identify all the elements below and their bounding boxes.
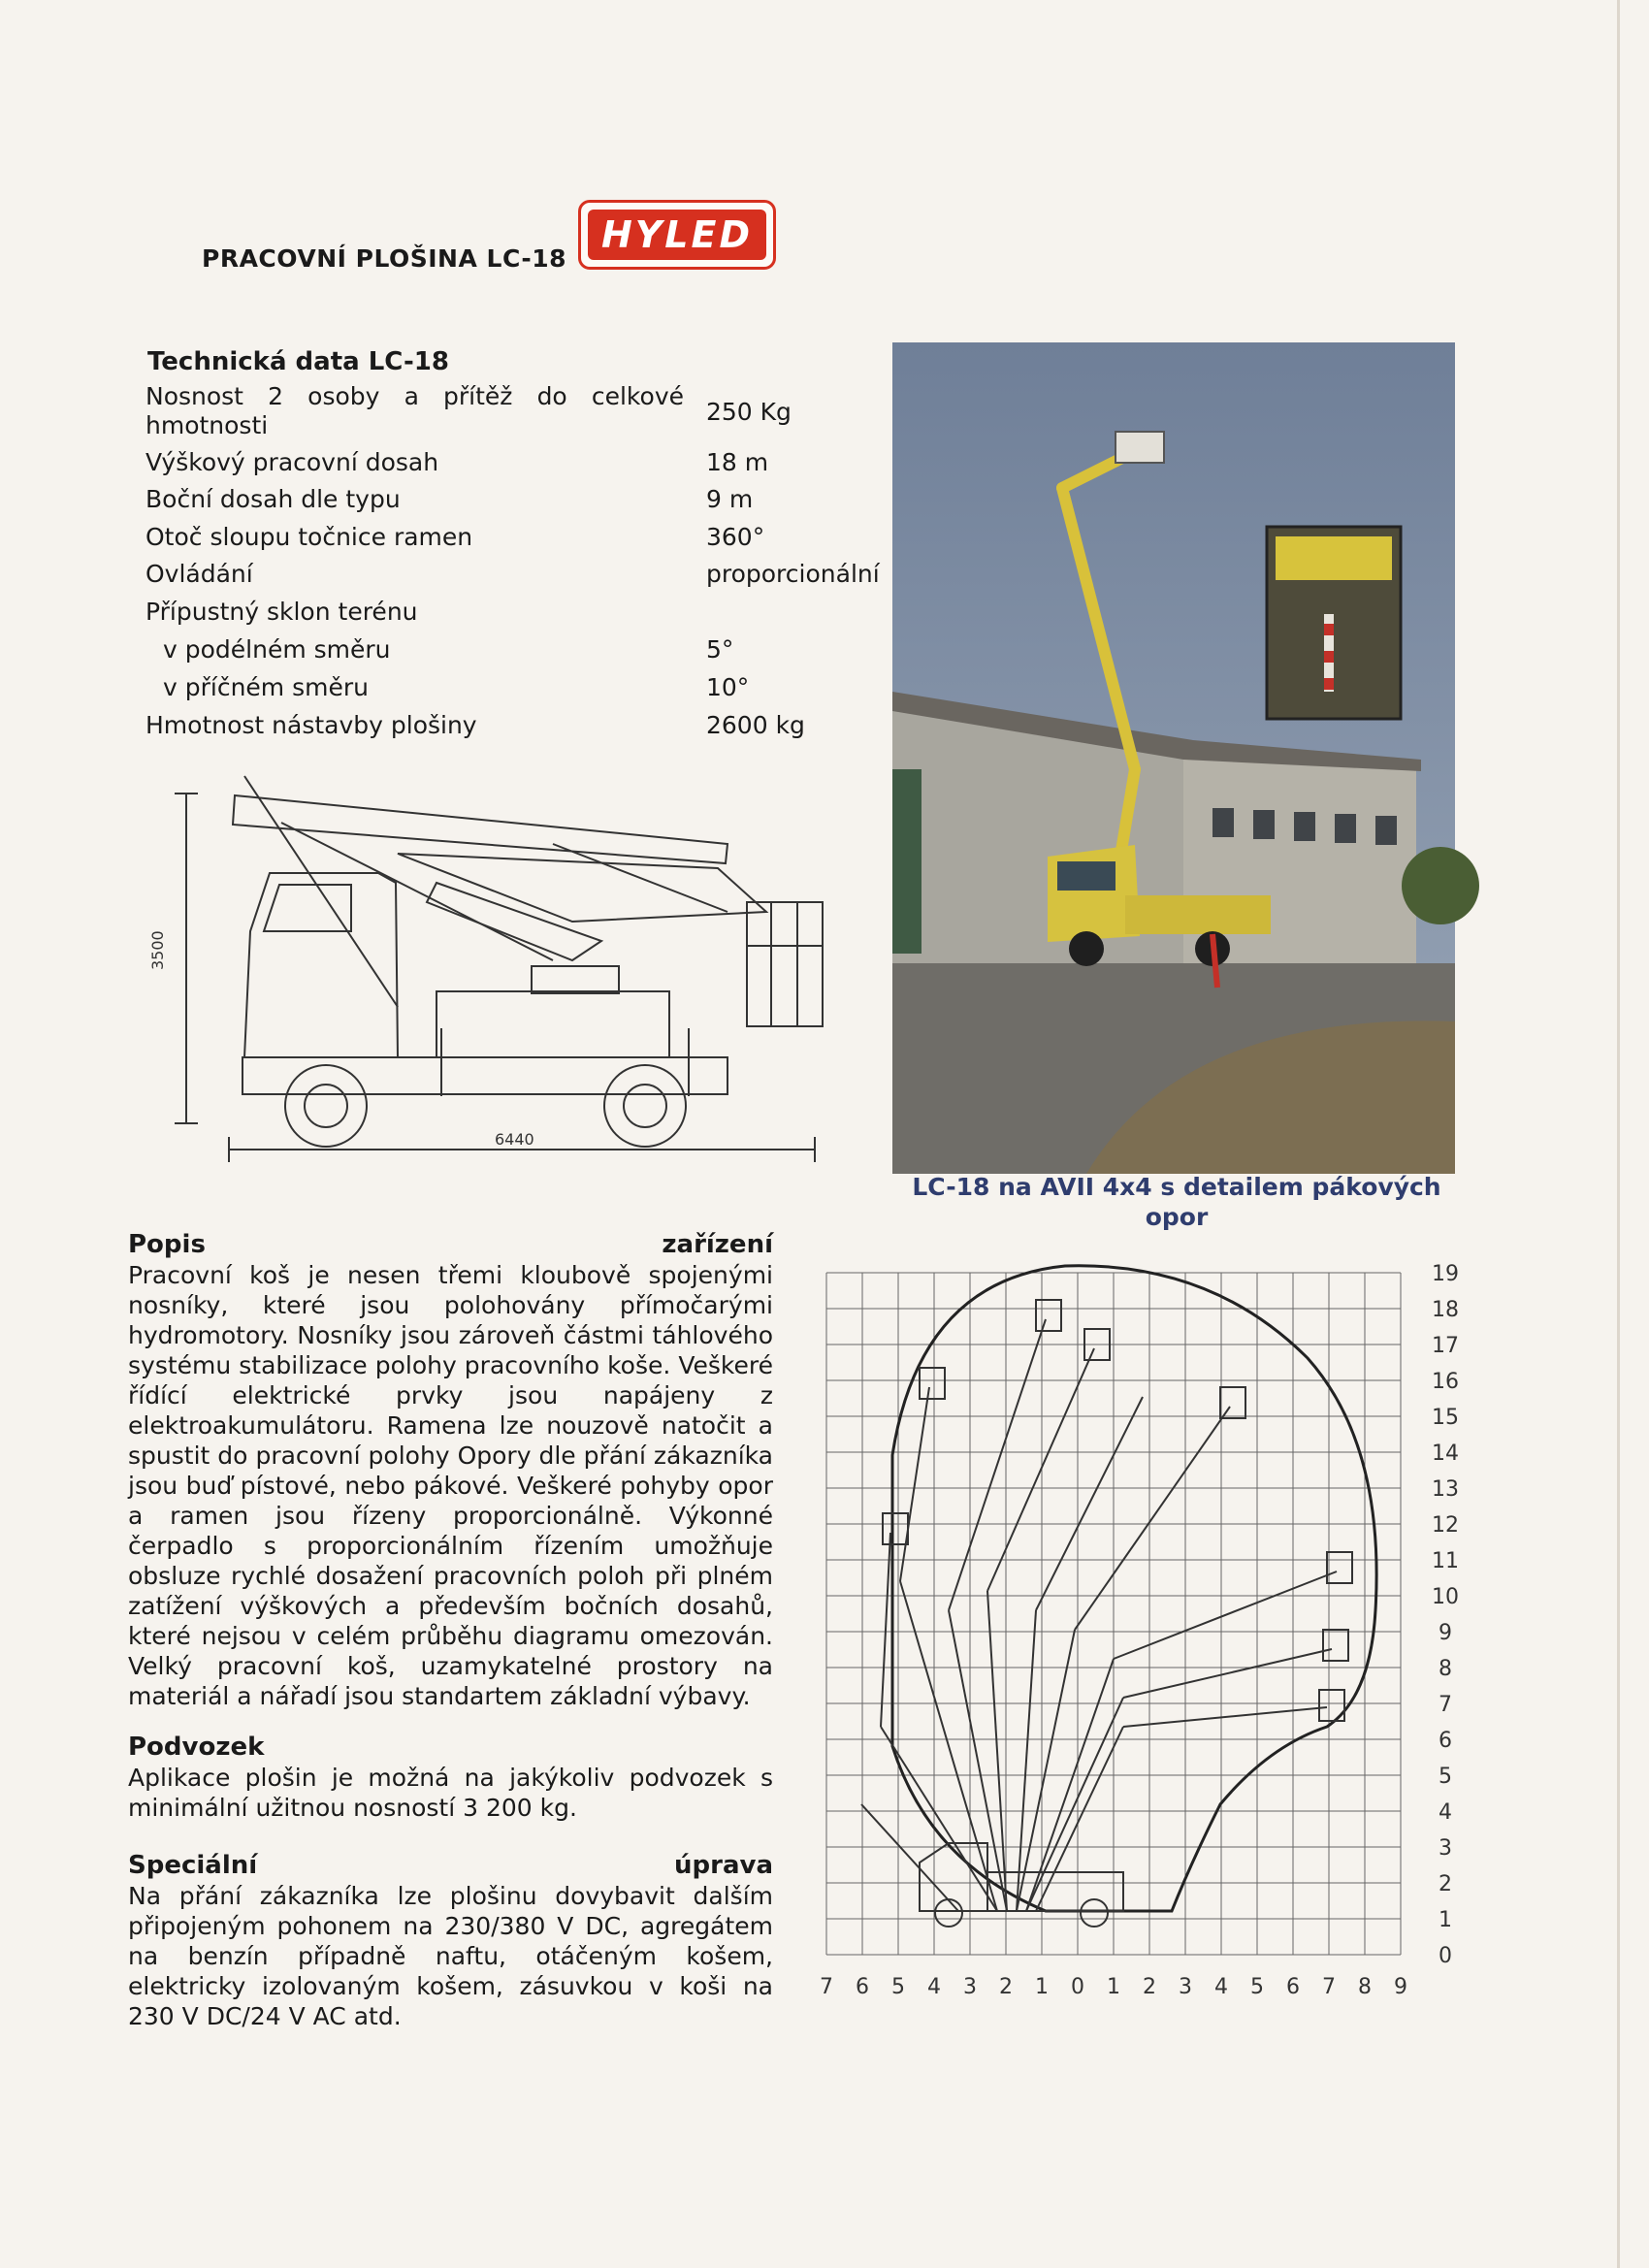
tech-value: 5° bbox=[706, 635, 734, 664]
x-axis-tick-label: 5 bbox=[891, 1975, 905, 1999]
y-axis-tick-label: 7 bbox=[1439, 1693, 1452, 1717]
x-axis-tick-label: 1 bbox=[1107, 1975, 1120, 1999]
tech-value: 360° bbox=[706, 523, 765, 551]
tech-label: Výškový pracovní dosah bbox=[146, 448, 439, 476]
y-axis-labels bbox=[1432, 1262, 1459, 1968]
y-axis-tick-label: 6 bbox=[1439, 1729, 1452, 1753]
tech-label: Boční dosah dle typu bbox=[146, 485, 401, 513]
y-axis-tick-label: 0 bbox=[1439, 1944, 1452, 1968]
reach-envelope bbox=[892, 1266, 1376, 1911]
tech-value: 2600 kg bbox=[706, 711, 805, 739]
truck-cab bbox=[244, 873, 398, 1057]
hyled-logo bbox=[578, 200, 776, 270]
y-axis-tick-label: 4 bbox=[1439, 1800, 1452, 1825]
specialni-text: Na přání zákazníka lze plošinu dovybavit dalším připojeným pohonem na 230/380 V DC, agregátem na benzín případně naftu, otáčeným košem, elektricky izolovaným košem, zásuvkou v koši na 230 V DC/24 V AC atd. bbox=[128, 1882, 773, 2030]
tech-value: 250 Kg bbox=[706, 398, 792, 426]
tech-label: Hmotnost nástavby plošiny bbox=[146, 711, 477, 739]
tech-data-heading: Technická data LC-18 bbox=[147, 347, 449, 376]
tech-label: v podélném směru bbox=[163, 635, 391, 664]
boom-positions bbox=[861, 1319, 1337, 1911]
y-axis-tick-label: 13 bbox=[1432, 1477, 1459, 1502]
y-axis-tick-label: 16 bbox=[1432, 1370, 1459, 1394]
rear-wheel bbox=[604, 1065, 686, 1147]
x-axis-tick-label: 2 bbox=[1143, 1975, 1156, 1999]
y-axis-tick-label: 9 bbox=[1439, 1621, 1452, 1645]
podvozek-heading-text: Podvozek bbox=[128, 1733, 265, 1762]
y-axis-tick-label: 8 bbox=[1439, 1657, 1452, 1681]
podvozek-text: Aplikace plošin je možná na jakýkoliv podvozek s minimální užitnou nosností 3 200 kg. bbox=[128, 1764, 773, 1822]
specialni-heading-right: úprava bbox=[674, 1851, 773, 1880]
y-axis-tick-label: 19 bbox=[1432, 1262, 1459, 1286]
tech-label: Otoč sloupu točnice ramen bbox=[146, 523, 473, 551]
truck-photo bbox=[892, 342, 1455, 1174]
popis-section bbox=[128, 1230, 773, 1711]
y-axis-tick-label: 10 bbox=[1432, 1585, 1459, 1609]
height-dim-label: 3500 bbox=[148, 930, 167, 970]
tech-value: 18 m bbox=[706, 448, 769, 476]
specialni-section bbox=[128, 1851, 773, 2031]
popis-heading bbox=[128, 1230, 773, 1260]
y-axis-tick-label: 5 bbox=[1439, 1765, 1452, 1789]
x-axis-tick-label: 3 bbox=[963, 1975, 977, 1999]
specialni-heading-left: Speciální bbox=[128, 1851, 258, 1880]
tech-value: 9 m bbox=[706, 485, 754, 513]
y-axis-tick-label: 15 bbox=[1432, 1406, 1459, 1430]
podvozek-heading bbox=[128, 1733, 773, 1763]
x-axis-tick-label: 6 bbox=[856, 1975, 869, 1999]
popis-text: Pracovní koš je nesen třemi kloubově spojenými nosníky, které jsou polohovány přímočarými hydromotory. Nosníky jsou zároveň částmi táhlového systému stabilizace polohy pracovního koše. Veškeré řídící elektrické prvky jsou napájeny z elektroakumulátoru. Ramena lze nouzově natočit a spustit do pracovní polohy Opory dle přání zákazníka jsou buď pístové, nebo pákové. Veškeré pohyby opor a ramen jsou řízeny proporcionálně. Výkonné čerpadlo s proporcionálním řízením umožňuje obsluze rychlé dosažení pracovních poloh při plném zatížení výškových a především bočních dosahů, které nejsou v celém průběhu diagramu omezován. Velký pracovní koš, uzamykatelné prostory na materiál a nářadí jsou standartem základní výbavy. bbox=[128, 1261, 773, 1710]
x-axis-tick-label: 4 bbox=[1214, 1975, 1228, 1999]
x-axis-tick-label: 2 bbox=[999, 1975, 1013, 1999]
work-basket bbox=[747, 902, 823, 1026]
photo-basket bbox=[1116, 432, 1164, 463]
boom-upper bbox=[233, 795, 728, 863]
y-axis-tick-label: 11 bbox=[1432, 1549, 1459, 1573]
x-axis-tick-label: 8 bbox=[1358, 1975, 1372, 1999]
y-axis-tick-label: 3 bbox=[1439, 1836, 1452, 1861]
x-axis-tick-label: 0 bbox=[1071, 1975, 1084, 1999]
x-axis-tick-label: 9 bbox=[1394, 1975, 1407, 1999]
y-axis-tick-label: 18 bbox=[1432, 1298, 1459, 1322]
popis-heading-left: Popis bbox=[128, 1230, 206, 1259]
photo-caption: LC-18 na AVII 4x4 s detailem pákových opor bbox=[912, 1173, 1441, 1231]
y-axis-tick-label: 2 bbox=[1439, 1872, 1452, 1896]
podvozek-section bbox=[128, 1733, 773, 1823]
specialni-heading bbox=[128, 1851, 773, 1881]
y-axis-tick-label: 17 bbox=[1432, 1334, 1459, 1358]
tech-label: Přípustný sklon terénu bbox=[146, 598, 418, 626]
tech-value: 10° bbox=[706, 673, 750, 701]
tech-label: v příčném směru bbox=[163, 673, 369, 701]
tech-label: Ovládání bbox=[146, 560, 253, 588]
x-axis-tick-label: 5 bbox=[1250, 1975, 1264, 1999]
logo-text: HYLED bbox=[588, 210, 766, 260]
front-wheel bbox=[285, 1065, 367, 1147]
x-axis-tick-label: 7 bbox=[820, 1975, 833, 1999]
x-axis-tick-label: 1 bbox=[1035, 1975, 1049, 1999]
truck-side-drawing bbox=[146, 776, 844, 1164]
x-axis-tick-label: 4 bbox=[927, 1975, 941, 1999]
reach-diagram bbox=[803, 1242, 1459, 1999]
x-axis-labels bbox=[820, 1975, 1407, 1999]
y-axis-tick-label: 1 bbox=[1439, 1908, 1452, 1932]
x-axis-tick-label: 6 bbox=[1286, 1975, 1300, 1999]
y-axis-tick-label: 12 bbox=[1432, 1513, 1459, 1538]
reach-grid bbox=[826, 1273, 1401, 1955]
tech-value: proporcionální bbox=[706, 560, 880, 588]
page-title: PRACOVNÍ PLOŠINA LC-18 bbox=[202, 244, 567, 273]
tech-label: Nosnost 2 osoby a přítěž do celkové hmotnosti bbox=[146, 382, 684, 439]
length-dim-label: 6440 bbox=[495, 1130, 534, 1149]
x-axis-tick-label: 3 bbox=[1179, 1975, 1192, 1999]
popis-heading-right: zařízení bbox=[662, 1230, 773, 1259]
x-axis-tick-label: 7 bbox=[1322, 1975, 1336, 1999]
y-axis-tick-label: 14 bbox=[1432, 1442, 1459, 1466]
page-edge bbox=[1617, 0, 1620, 2268]
